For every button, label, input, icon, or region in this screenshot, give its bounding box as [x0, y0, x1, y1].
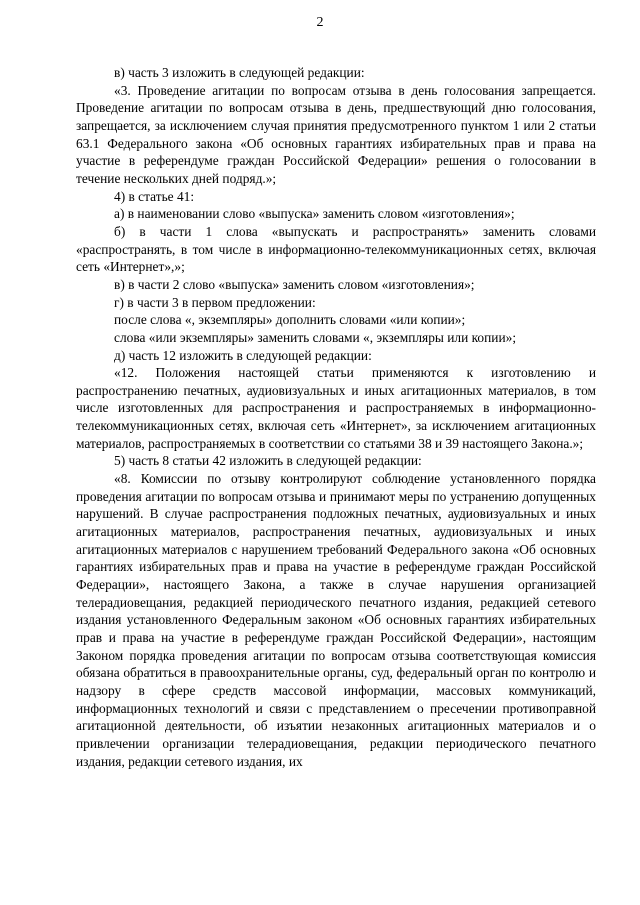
paragraph-article-41-g-1: после слова «, экземпляры» дополнить словами «или копии»;	[114, 312, 466, 328]
paragraph-article-41-intro: 4) в статье 41:	[114, 188, 195, 204]
paragraph-part-3-intro: в) часть 3 изложить в следующей редакции:	[114, 65, 365, 80]
paragraph-part-12-text: «12. Положения настоящей статьи применяются к изготовлению и распространению печатных, аудиовизуальных и иных агитационных материалов, в том числе изготовленных для распространения и распространяемых в информационно-телекоммуникационных сетях, включая сеть «Интернет», за исключением агитационных материалов, распространяемых в соответствии со статьями 38 и 39 настоящего Закона.»;	[76, 365, 596, 451]
document-body	[76, 64, 596, 770]
paragraph-article-41-g: г) в части 3 в первом предложении:	[114, 294, 316, 310]
paragraph-article-41-a: а) в наименовании слово «выпуска» заменить словом «изготовления»;	[114, 206, 515, 222]
paragraph-article-42-intro: 5) часть 8 статьи 42 изложить в следующей редакции:	[114, 453, 422, 469]
paragraph-article-41-b: б) в части 1 слова «выпускать и распространять» заменить словами «распространять, в том числе в информационно-телекоммуникационных сетях, включая сеть «Интернет»,»;	[76, 223, 596, 275]
paragraph-article-41-v: в) в части 2 слово «выпуска» заменить словом «изготовления»;	[114, 276, 475, 292]
paragraph-article-41-d: д) часть 12 изложить в следующей редакции:	[114, 347, 372, 363]
paragraph-article-41-g-2: слова «или экземпляры» заменить словами «, экземпляры или копии»;	[114, 329, 517, 345]
paragraph-part-8-text: «8. Комиссии по отзыву контролируют соблюдение установленного порядка проведения агитации по вопросам отзыва и принимают меры по устранению допущенных нарушений. В случае распространения подложных печатных, аудиовизуальных и иных агитационных материалов, распространения печатных, аудиовизуальных и иных агитационных материалов с нарушением требований Федерального закона «Об основных гарантиях избирательных прав и права на участие в референдуме граждан Российской Федерации», настоящего Закона, а также в случае нарушения организацией телерадиовещания, редакцией периодического печатного издания, редакцией сетевого издания установленного Федеральным законом «Об основных гарантиях избирательных прав и права на участие в референдуме граждан Российской Федерации», настоящим Законом порядка проведения агитации по вопросам отзыва соответствующая комиссия обязана обратиться в правоохранительные органы, суд, федеральный орган по контролю и надзору в сфере средств массовой информации, массовых коммуникаций, информационных технологий и связи с представлением о пресечении противоправной агитационной деятельности, об изъятии незаконных агитационных материалов и о привлечении организации телерадиовещания, редакции периодического печатного издания, редакции сетевого издания, их	[76, 471, 596, 769]
page-number: 2	[316, 15, 324, 30]
paragraph-part-3-text: «3. Проведение агитации по вопросам отзыва в день голосования запрещается. Проведение агитации по вопросам отзыва в день, предшествующий дню голосования, запрещается, за исключением случая принятия предусмотренного пунктом 1 или 2 статьи 63.1 Федерального закона «Об основных гарантиях избирательных прав и права на участие в референдуме граждан Российской Федерации» решения о голосовании в течение нескольких дней подряд.»;	[76, 82, 596, 186]
